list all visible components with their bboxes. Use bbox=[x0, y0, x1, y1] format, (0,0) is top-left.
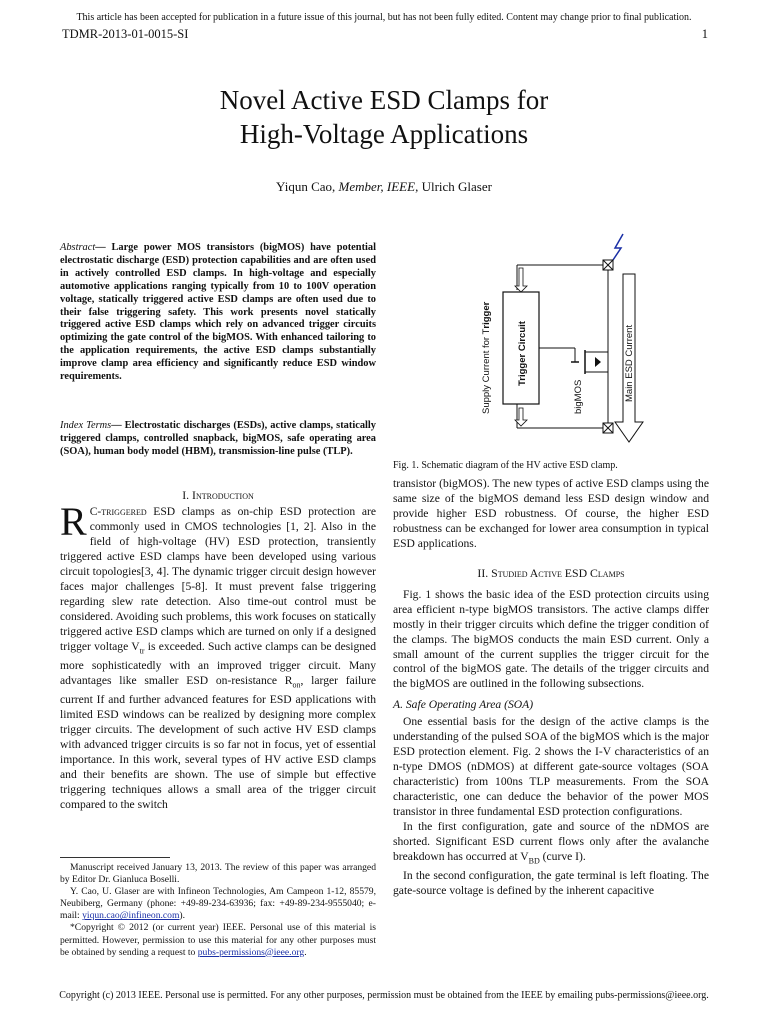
lightning-icon bbox=[613, 234, 623, 260]
paper-title bbox=[0, 83, 768, 151]
supply-current-label: Supply Current for Trigger bbox=[481, 301, 492, 414]
copyright-footer: Copyright (c) 2013 IEEE. Personal use is permitted. For any other purposes, permission must be obtained from the IEEE by emailing pubs-permissions@ieee.org. bbox=[59, 990, 709, 1001]
section2-paragraph-1: Fig. 1 shows the basic idea of the ESD protection circuits using area efficient n-type bigMOS transistors. The active clamps differ mostly in their trigger circuits which define the trigger condition of the clamps. The bigMOS conducts the main ESD current. Only a small amount of the current supplies the trigger circuit for the control of the bigMOS gate. The details of the trigger circuits and the bigMOS are outlined in the following subsections. bbox=[393, 587, 709, 691]
footnote-affiliation: Y. Cao, U. Glaser are with Infineon Technologies, Am Campeon 1-12, 85579, Neubiberg, Germany (phone: +49-89-234-63936; fax: +49-89-234-9555040; e-mail: yiqun.cao@infineon.com). bbox=[60, 886, 376, 922]
intro-text-1: ESD clamps as on-chip ESD protection are commonly used in CMOS technologies [1, 2]. Also in the field of high-voltage (HV) ESD protection, transiently triggered active ESD clamps have been developed using various circuit topologies[3, 4]. The dynamic trigger circuit design however faces major challenges [5-8]. It must prevent false triggering regarding slew rate detection. Also time-out control must be considered. Avoiding such problems, this work focuses on statically triggered active ESD clamps which are turned on only if a designed trigger voltage V bbox=[60, 505, 376, 653]
publication-notice: This article has been accepted for publication in a future issue of this journal, but has not been fully edited. Content may change prior to final publication. bbox=[76, 12, 692, 23]
author-line bbox=[0, 179, 768, 195]
author-2: , Ulrich Glaser bbox=[415, 179, 492, 194]
bigmos-label: bigMOS bbox=[573, 379, 584, 414]
intro-sub-tr: tr bbox=[139, 645, 145, 655]
figure-1-schematic bbox=[445, 232, 665, 460]
footnotes bbox=[60, 862, 376, 959]
index-terms bbox=[60, 420, 376, 459]
abstract-label: Abstract bbox=[60, 242, 96, 253]
author-1: Yiqun Cao, bbox=[276, 179, 339, 194]
footnote-received: Manuscript received January 13, 2013. The review of this paper was arranged by Editor Dr. Gianluca Boselli. bbox=[60, 862, 376, 886]
author-email-link[interactable]: yiqun.cao@infineon.com bbox=[82, 910, 180, 922]
introduction-body bbox=[60, 499, 376, 813]
footnote-rule bbox=[60, 857, 170, 858]
intro-text-3: , larger failure current If and further advanced features for ESD applications with limited ESD windows can be realized by designing more complex trigger circuits. The development of such active HV ESD clamps with advanced trigger circuits is so far not in focus, yet of essential importance. In this work, several types of HV active ESD clamps and their benefits are shown. The use of simple but effective triggering techniques allows a small area of the trigger circuit compared to the switch bbox=[60, 673, 376, 811]
footnote-copyright: *Copyright © 2012 (or current year) IEEE. Personal use of this material is permitted. However, permission to use this material for any other purposes must be obtained by sending a request to pubs-permissions@ieee.org. bbox=[60, 922, 376, 958]
figure-1-caption: Fig. 1. Schematic diagram of the HV active ESD clamp. bbox=[393, 460, 618, 471]
section-heading-introduction: I. Introduction bbox=[182, 488, 254, 502]
permissions-email-link[interactable]: pubs-permissions@ieee.org bbox=[197, 946, 305, 958]
page-number: 1 bbox=[701, 27, 708, 41]
section-heading-studied-clamps: II. Studied Active ESD Clamps bbox=[477, 565, 625, 580]
right-column bbox=[393, 477, 709, 899]
running-head: TDMR-2013-01-0015-SI bbox=[62, 27, 189, 41]
section2-paragraph-4: In the second configuration, the gate terminal is left floating. The gate-source voltage is defined by the inherent capacitive bbox=[393, 869, 709, 898]
title-line-1: Novel Active ESD Clamps for bbox=[219, 85, 549, 115]
index-terms-text: — Electrostatic discharges (ESDs), active clamps, statically triggered clamps, controlled snapback, bigMOS, safe operating area (SOA), human body model (HBM), transmission-line pulse (TLP). bbox=[60, 420, 377, 457]
drop-cap: R bbox=[60, 499, 87, 544]
author-affiliation: Member, IEEE bbox=[338, 179, 416, 194]
intro-text-2: is exceeded. Such active clamps can be designed more sophisticatedly with an improved trigger circuit. Many advantages like smaller ESD on-resistance R bbox=[60, 639, 376, 687]
intro-lead: C-triggered bbox=[89, 505, 147, 518]
section2-paragraph-3: In the first configuration, gate and source of the nDMOS are shorted. Significant ESD current flows only after the avalanche breakdown has occurred at $V_{BD}$ (curve I). bbox=[393, 820, 709, 866]
index-terms-label: Index Terms bbox=[60, 420, 112, 431]
subsection-heading-soa: A. Safe Operating Area (SOA) bbox=[393, 698, 534, 712]
section2-paragraph-2: One essential basis for the design of the active clamps is the understanding of the pulsed SOA of the bigMOS which is the major ESD protection element. Fig. 2 shows the I-V characteristics of an n-type DMOS (nDMOS) at different gate-source voltages (SOA characteristic) from 100ns TLP measurements. From the SOA characteristic, one can deduce the behavior of the power MOS transistor in three fundamental ESD protection configurations. bbox=[393, 715, 709, 819]
title-line-2: High-Voltage Applications bbox=[239, 119, 529, 149]
abstract-text: — Large power MOS transistors (bigMOS) have potential electrostatic discharge (ESD) protection capabilities and are often used in actively controlled ESD clamps. In high-voltage and especially automotive applications ranging typically from 10 to 100V operation voltage, statically triggered active ESD clamps are often used due to their false triggering safety. This work presents novel statically triggered active ESD clamps which rely on advanced trigger circuits optimizing the gate control of the bigMOS. With enhanced tailoring to the application requirements, the active ESD clamps substantially improve clamp area efficiency and significantly reduce ESD window requirements. bbox=[60, 242, 376, 383]
trigger-circuit-label: Trigger Circuit bbox=[517, 321, 528, 386]
intro-sub-on: on bbox=[292, 680, 301, 690]
abstract bbox=[60, 242, 376, 384]
main-esd-current-label: Main ESD Current bbox=[624, 324, 635, 402]
intro-continued: transistor (bigMOS). The new types of active ESD clamps using the same size of the bigMOS demand less ESD design window and provide higher ESD robustness. Of course, the higher ESD robustness can be exchanged for lower area consumption in typical ESD applications. bbox=[393, 477, 709, 550]
